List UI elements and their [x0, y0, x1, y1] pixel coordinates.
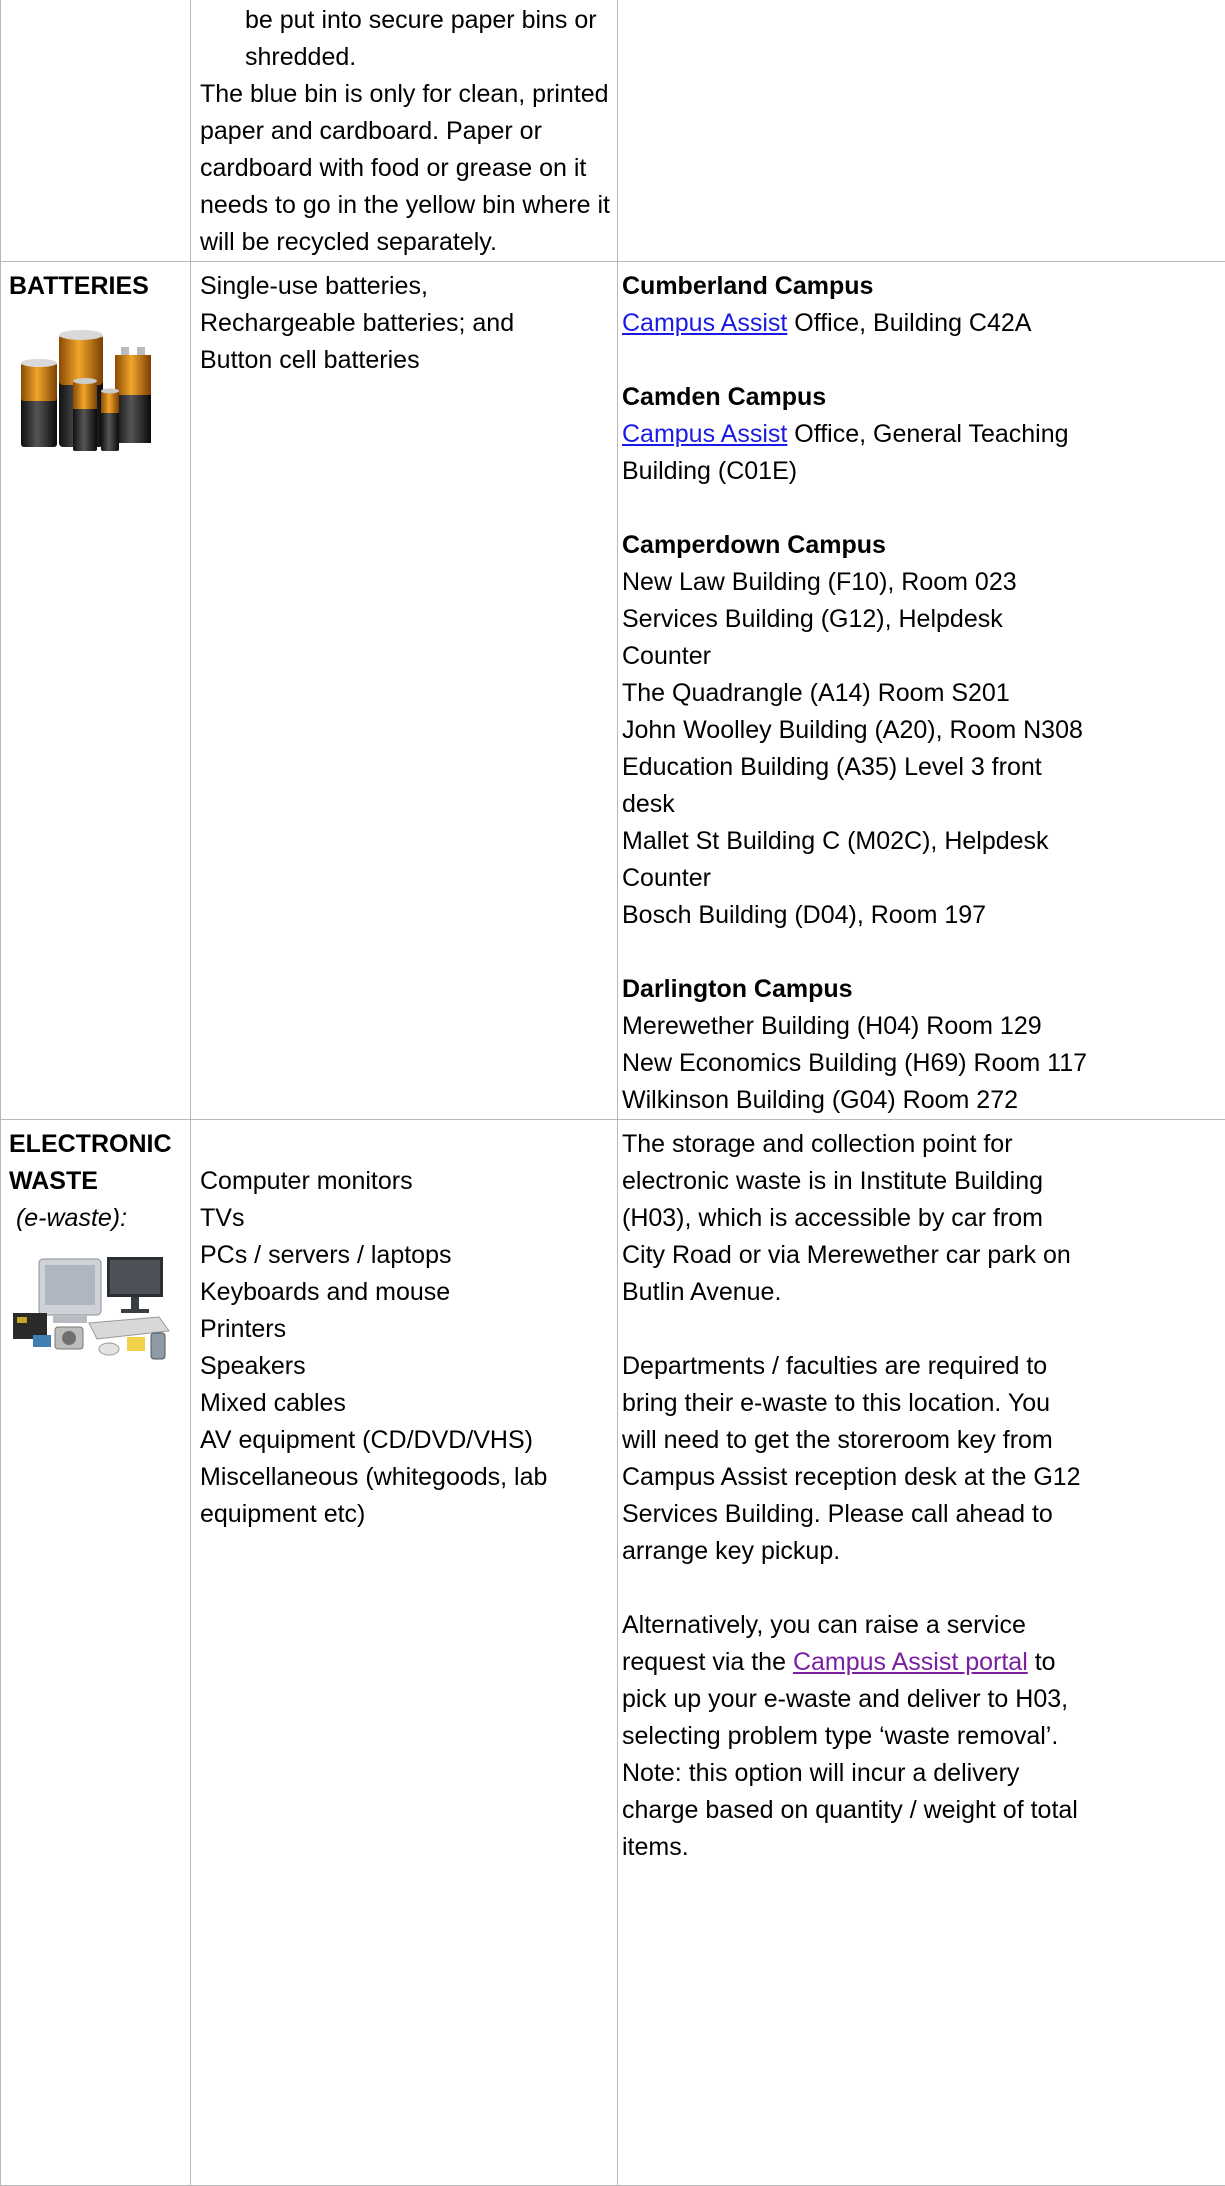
paper-line: shredded. — [200, 39, 617, 76]
table-row-ewaste — [1, 1120, 1225, 2186]
ewaste-text: electronic waste is in Institute Building — [622, 1163, 1225, 1200]
campus-location: New Law Building (F10), Room 023 — [622, 564, 1225, 601]
ewaste-item: equipment etc) — [200, 1496, 617, 1533]
ewaste-text: City Road or via Merewether car park on — [622, 1237, 1225, 1274]
ewaste-item: TVs — [200, 1200, 617, 1237]
campus-heading: Darlington Campus — [622, 971, 1225, 1008]
ewaste-title: WASTE — [9, 1163, 190, 1200]
paper-title-cell — [1, 0, 191, 262]
campus-heading: Camden Campus — [622, 379, 1225, 416]
ewaste-item: Printers — [200, 1311, 617, 1348]
battery-item: Button cell batteries — [200, 342, 617, 379]
ewaste-text-fragment: to — [1028, 1648, 1056, 1676]
table-row-batteries — [1, 262, 1225, 1120]
paper-line: paper and cardboard. Paper or — [200, 113, 617, 150]
batteries-title-cell — [1, 262, 191, 1120]
ewaste-item: AV equipment (CD/DVD/VHS) — [200, 1422, 617, 1459]
ewaste-item: Keyboards and mouse — [200, 1274, 617, 1311]
paper-line: will be recycled separately. — [200, 224, 617, 261]
ewaste-text: The storage and collection point for — [622, 1126, 1225, 1163]
ewaste-text: (H03), which is accessible by car from — [622, 1200, 1225, 1237]
ewaste-title-cell — [1, 1120, 191, 2186]
campus-location: Counter — [622, 638, 1225, 675]
campus-assist-link[interactable]: Campus Assist — [622, 420, 787, 448]
ewaste-item: Mixed cables — [200, 1385, 617, 1422]
campus-assist-link[interactable]: Campus Assist — [622, 309, 787, 337]
campus-location: The Quadrangle (A14) Room S201 — [622, 675, 1225, 712]
campus-location: Bosch Building (D04), Room 197 — [622, 897, 1225, 934]
ewaste-text: pick up your e-waste and deliver to H03, — [622, 1681, 1225, 1718]
campus-location: New Economics Building (H69) Room 117 — [622, 1045, 1225, 1082]
ewaste-items-cell — [191, 1120, 618, 2186]
battery-item: Single-use batteries, — [200, 268, 617, 305]
ewaste-text: Alternatively, you can raise a service — [622, 1607, 1225, 1644]
spacer — [622, 1311, 1225, 1348]
paper-items-cell — [191, 0, 618, 262]
campus-location: Wilkinson Building (G04) Room 272 — [622, 1082, 1225, 1119]
campus-location: John Woolley Building (A20), Room N308 — [622, 712, 1225, 749]
campus-assist-portal-link[interactable]: Campus Assist portal — [793, 1648, 1028, 1676]
ewaste-location-cell — [618, 1120, 1225, 2186]
ewaste-text: Butlin Avenue. — [622, 1274, 1225, 1311]
paper-line: cardboard with food or grease on it — [200, 150, 617, 187]
paper-line: The blue bin is only for clean, printed — [200, 76, 617, 113]
ewaste-text: arrange key pickup. — [622, 1533, 1225, 1570]
ewaste-text: Departments / faculties are required to — [622, 1348, 1225, 1385]
battery-item: Rechargeable batteries; and — [200, 305, 617, 342]
table-row-paper — [1, 0, 1225, 262]
campus-location: Education Building (A35) Level 3 front — [622, 749, 1225, 786]
spacer — [622, 934, 1225, 971]
paper-location-cell — [618, 0, 1225, 262]
ewaste-item: Miscellaneous (whitegoods, lab — [200, 1459, 617, 1496]
campus-heading: Camperdown Campus — [622, 527, 1225, 564]
campus-location — [622, 416, 1225, 453]
batteries-title: BATTERIES — [9, 268, 190, 305]
campus-location: Services Building (G12), Helpdesk — [622, 601, 1225, 638]
batteries-icon — [15, 327, 190, 466]
campus-location — [622, 305, 1225, 342]
ewaste-title: ELECTRONIC — [9, 1126, 190, 1163]
campus-location: Mallet St Building C (M02C), Helpdesk — [622, 823, 1225, 860]
spacer — [622, 1570, 1225, 1607]
paper-line: be put into secure paper bins or — [200, 2, 617, 39]
ewaste-item: PCs / servers / laptops — [200, 1237, 617, 1274]
ewaste-text: selecting problem type ‘waste removal’. — [622, 1718, 1225, 1755]
location-text: Office, Building C42A — [787, 309, 1031, 337]
campus-location: Building (C01E) — [622, 453, 1225, 490]
ewaste-item: Speakers — [200, 1348, 617, 1385]
ewaste-item: Computer monitors — [200, 1163, 617, 1200]
ewaste-text: Campus Assist reception desk at the G12 — [622, 1459, 1225, 1496]
ewaste-text: Note: this option will incur a delivery — [622, 1755, 1225, 1792]
ewaste-text — [622, 1644, 1225, 1681]
spacer — [622, 490, 1225, 527]
ewaste-text: will need to get the storeroom key from — [622, 1422, 1225, 1459]
spacer — [622, 342, 1225, 379]
campus-location: Counter — [622, 860, 1225, 897]
ewaste-text: Services Building. Please call ahead to — [622, 1496, 1225, 1533]
ewaste-subtitle: (e-waste): — [9, 1200, 190, 1237]
campus-location: Merewether Building (H04) Room 129 — [622, 1008, 1225, 1045]
batteries-items-cell — [191, 262, 618, 1120]
ewaste-text-fragment: request via the — [622, 1648, 793, 1676]
electronics-icon — [9, 1251, 190, 1372]
location-text: Office, General Teaching — [787, 420, 1068, 448]
campus-location: desk — [622, 786, 1225, 823]
ewaste-text: charge based on quantity / weight of total — [622, 1792, 1225, 1829]
paper-line: needs to go in the yellow bin where it — [200, 187, 617, 224]
batteries-location-cell — [618, 262, 1225, 1120]
campus-heading: Cumberland Campus — [622, 268, 1225, 305]
ewaste-text: items. — [622, 1829, 1225, 1866]
ewaste-text: bring their e-waste to this location. You — [622, 1385, 1225, 1422]
